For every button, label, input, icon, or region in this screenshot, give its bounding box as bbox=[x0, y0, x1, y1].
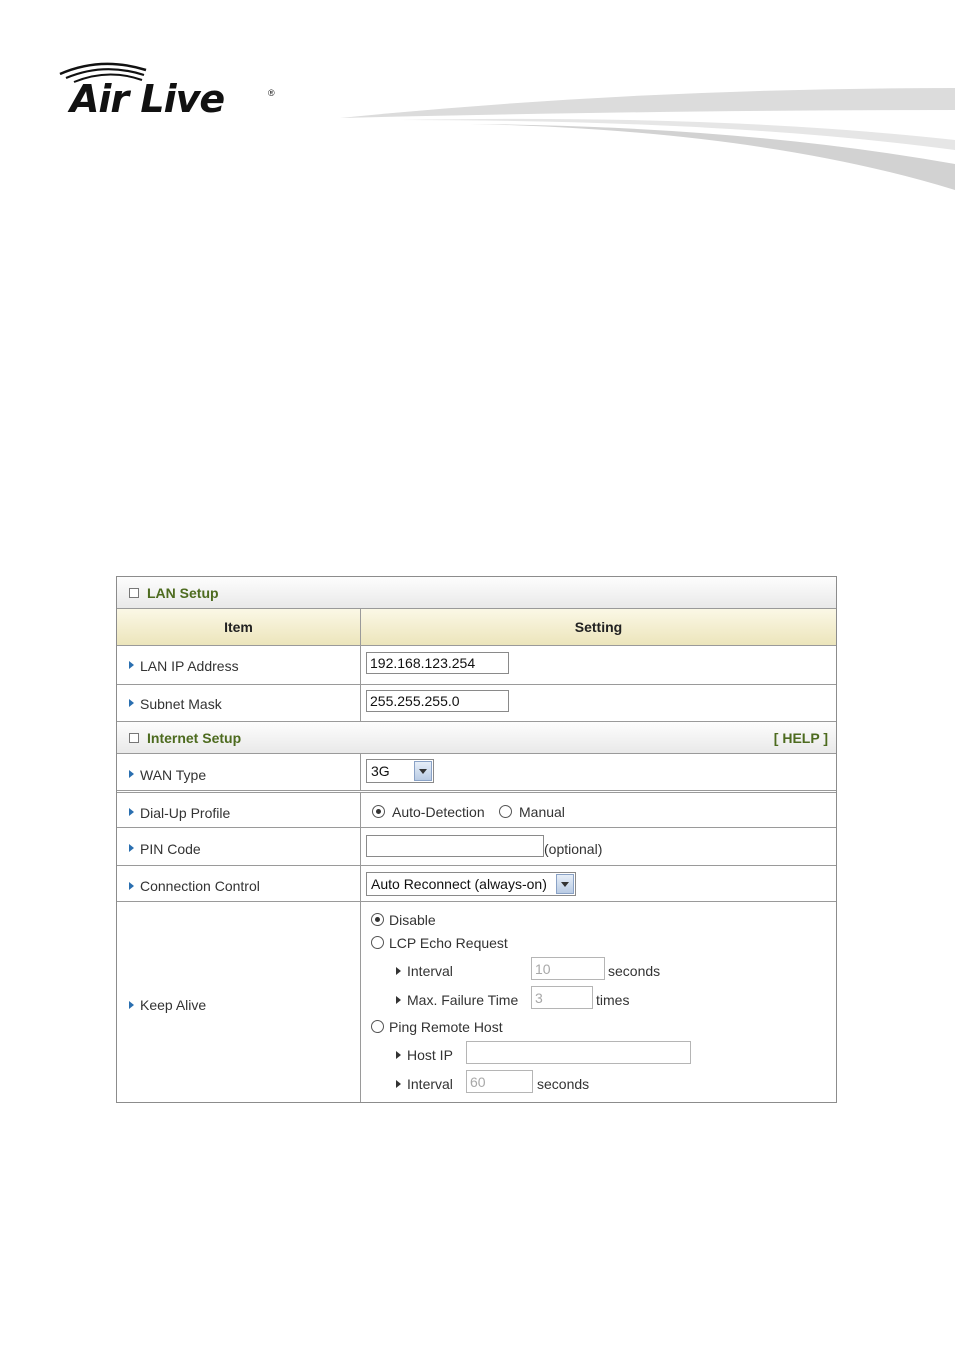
lan-setup-header bbox=[117, 577, 836, 609]
lcp-interval-label: Interval bbox=[407, 963, 453, 979]
help-link[interactable]: [ HELP ] bbox=[773, 730, 828, 746]
ping-hostip-input[interactable] bbox=[466, 1041, 691, 1064]
lcp-maxfail-label: Max. Failure Time bbox=[407, 992, 519, 1008]
logo-text: Air Live bbox=[70, 77, 225, 121]
airlive-logo bbox=[56, 58, 286, 128]
row-pin-code bbox=[117, 828, 836, 866]
dialup-manual-label[interactable]: Manual bbox=[519, 804, 565, 820]
sub-bullet-icon bbox=[396, 967, 401, 975]
bullet-triangle-icon bbox=[129, 882, 134, 890]
lan-ip-input[interactable] bbox=[366, 652, 509, 674]
connection-control-value: Auto Reconnect (always-on) bbox=[371, 876, 547, 892]
connection-control-select[interactable] bbox=[366, 872, 576, 896]
lan-ip-label: LAN IP Address bbox=[140, 658, 239, 674]
bullet-triangle-icon bbox=[129, 661, 134, 669]
keepalive-lcp-label[interactable]: LCP Echo Request bbox=[389, 935, 508, 951]
lcp-interval-input[interactable] bbox=[531, 957, 605, 980]
row-lan-ip bbox=[117, 646, 836, 685]
bullet-triangle-icon bbox=[129, 1001, 134, 1009]
internet-setup-title: Internet Setup bbox=[147, 730, 242, 746]
keepalive-disable-radio[interactable] bbox=[371, 913, 384, 926]
bullet-triangle-icon bbox=[129, 770, 134, 778]
dialup-auto-label[interactable]: Auto-Detection bbox=[392, 804, 485, 820]
lcp-maxfail-unit: times bbox=[596, 992, 630, 1008]
bullet-triangle-icon bbox=[129, 699, 134, 707]
row-dialup-profile bbox=[117, 793, 836, 828]
dialup-auto-radio[interactable] bbox=[372, 805, 385, 818]
bullet-triangle-icon bbox=[129, 844, 134, 852]
col-setting: Setting bbox=[574, 619, 623, 635]
sub-bullet-icon bbox=[396, 1051, 401, 1059]
dialup-manual-radio[interactable] bbox=[499, 805, 512, 818]
row-connection-control bbox=[117, 866, 836, 902]
row-wan-type bbox=[117, 754, 836, 793]
internet-setup-header bbox=[117, 722, 836, 754]
wan-type-label: WAN Type bbox=[140, 767, 207, 783]
keepalive-ping-label[interactable]: Ping Remote Host bbox=[389, 1019, 503, 1035]
section-square-icon bbox=[129, 588, 139, 598]
header-swoosh-icon bbox=[340, 80, 955, 200]
keepalive-lcp-radio[interactable] bbox=[371, 936, 384, 949]
settings-panel bbox=[116, 576, 837, 1103]
registered-mark: ® bbox=[268, 88, 275, 98]
sub-bullet-icon bbox=[396, 1080, 401, 1088]
subnet-mask-label: Subnet Mask bbox=[140, 696, 222, 712]
chevron-down-icon[interactable] bbox=[414, 761, 432, 781]
keepalive-disable-label[interactable]: Disable bbox=[389, 912, 436, 928]
keepalive-ping-radio[interactable] bbox=[371, 1020, 384, 1033]
ping-interval-label: Interval bbox=[407, 1076, 453, 1092]
row-subnet-mask bbox=[117, 685, 836, 722]
subnet-mask-input[interactable] bbox=[366, 690, 509, 712]
keep-alive-label: Keep Alive bbox=[140, 997, 207, 1013]
ping-hostip-label: Host IP bbox=[407, 1047, 453, 1063]
dialup-profile-label: Dial-Up Profile bbox=[140, 805, 231, 821]
pin-optional-note: (optional) bbox=[544, 841, 603, 857]
col-item: Item bbox=[224, 619, 253, 635]
bullet-triangle-icon bbox=[129, 808, 134, 816]
pin-code-label: PIN Code bbox=[140, 841, 201, 857]
ping-interval-unit: seconds bbox=[537, 1076, 590, 1092]
ping-interval-input[interactable] bbox=[466, 1070, 533, 1093]
sub-bullet-icon bbox=[396, 996, 401, 1004]
column-header bbox=[117, 609, 836, 646]
lan-setup-title: LAN Setup bbox=[147, 585, 219, 601]
wan-type-value: 3G bbox=[371, 763, 390, 779]
row-keep-alive bbox=[117, 902, 836, 1102]
pin-code-input[interactable] bbox=[366, 835, 544, 857]
wan-type-select[interactable] bbox=[366, 759, 434, 783]
chevron-down-icon[interactable] bbox=[556, 874, 574, 894]
lcp-interval-unit: seconds bbox=[608, 963, 661, 979]
lcp-maxfail-input[interactable] bbox=[531, 986, 593, 1009]
section-square-icon bbox=[129, 733, 139, 743]
connection-control-label: Connection Control bbox=[140, 878, 260, 894]
